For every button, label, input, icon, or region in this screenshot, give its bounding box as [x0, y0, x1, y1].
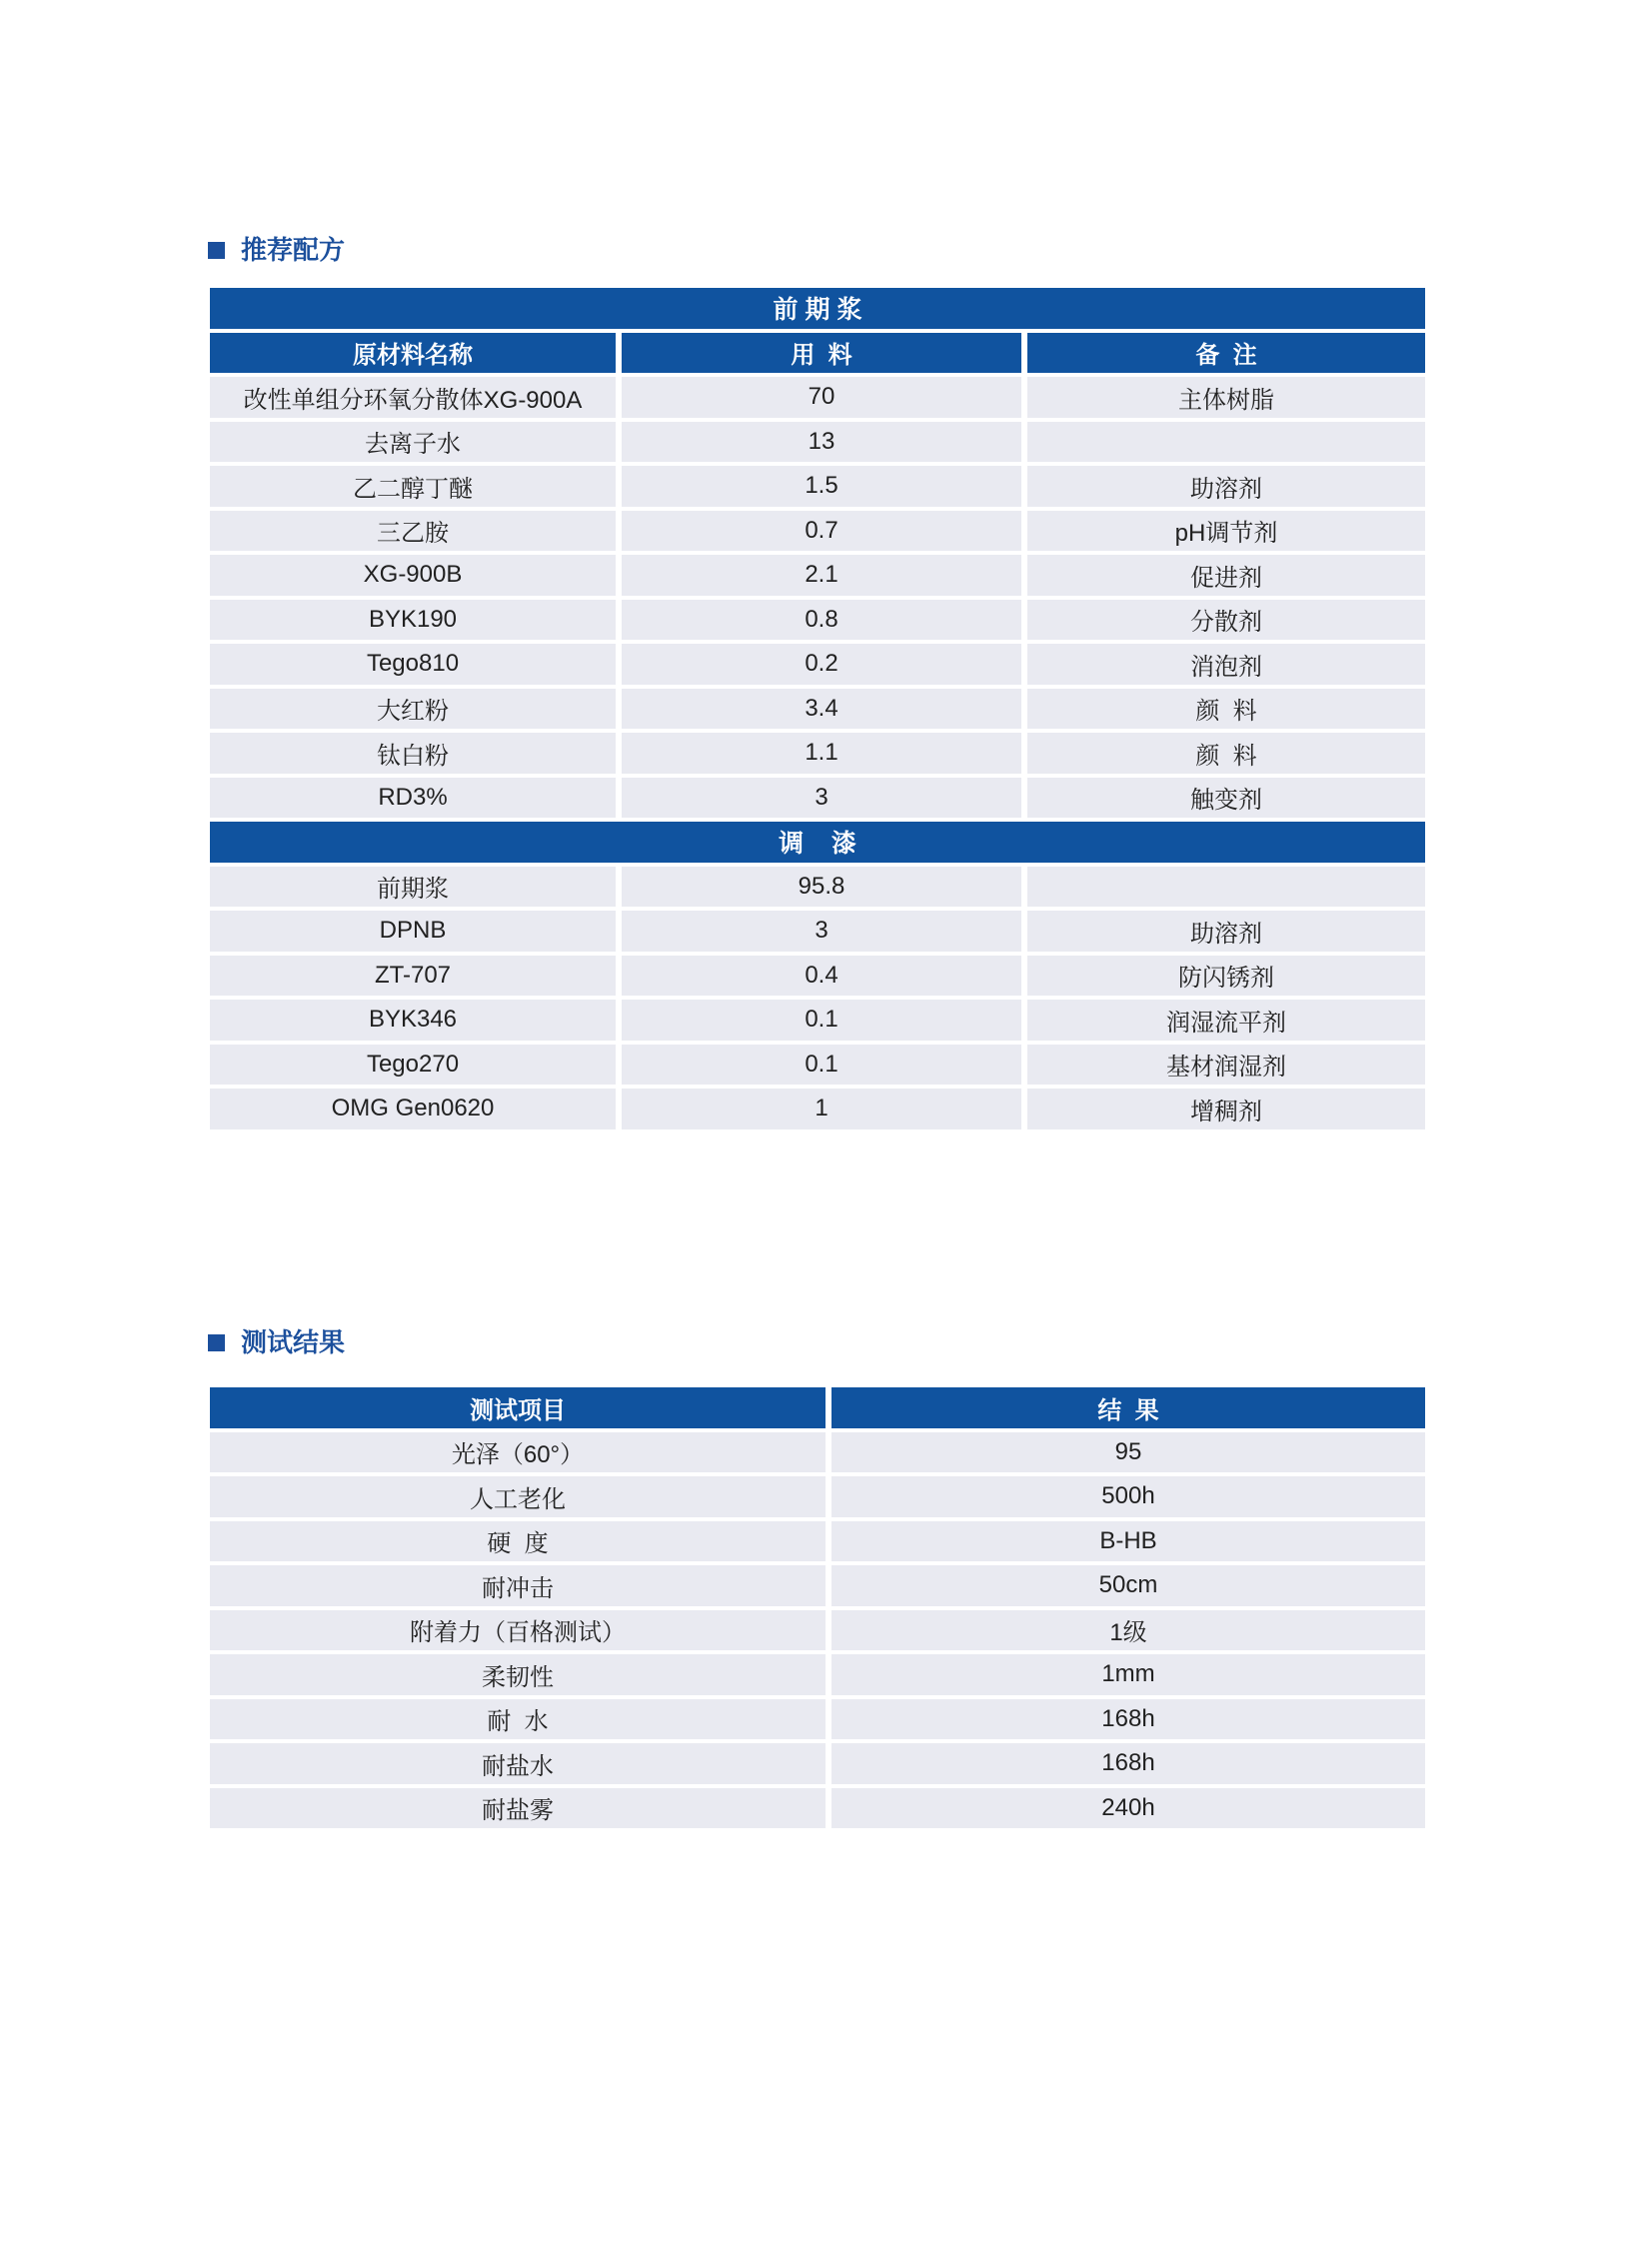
note-cell: 颜 料 — [1027, 689, 1425, 730]
material-name-cell: 钛白粉 — [210, 733, 616, 774]
material-name-cell: 前期浆 — [210, 867, 616, 908]
material-name-cell: 乙二醇丁醚 — [210, 466, 616, 507]
material-name-cell: 三乙胺 — [210, 511, 616, 552]
note-cell: 助溶剂 — [1027, 466, 1425, 507]
table-row — [210, 867, 1425, 908]
table-row — [210, 555, 1425, 596]
table-row — [210, 911, 1425, 952]
test-item-cell: 附着力（百格测试） — [210, 1610, 826, 1651]
test-result-cell: 1mm — [831, 1654, 1425, 1695]
formula-premix-rows — [210, 377, 1425, 818]
formula-table-header-row — [210, 333, 1425, 374]
amount-cell: 70 — [622, 377, 1021, 418]
formula-header-amount: 用 料 — [622, 333, 1021, 374]
test-result-cell: 240h — [831, 1788, 1425, 1829]
note-cell: 触变剂 — [1027, 778, 1425, 819]
test-result-cell: 95 — [831, 1432, 1425, 1473]
material-name-cell: 去离子水 — [210, 422, 616, 463]
amount-cell: 0.7 — [622, 511, 1021, 552]
material-name-cell: OMG Gen0620 — [210, 1089, 616, 1129]
test-result-cell: B-HB — [831, 1521, 1425, 1562]
amount-cell: 1.1 — [622, 733, 1021, 774]
table-row — [210, 778, 1425, 819]
note-cell: 助溶剂 — [1027, 911, 1425, 952]
square-bullet-icon — [208, 242, 225, 259]
table-row — [210, 644, 1425, 685]
material-name-cell: RD3% — [210, 778, 616, 819]
test-item-cell: 柔韧性 — [210, 1654, 826, 1695]
tests-table — [210, 1387, 1425, 1832]
table-row — [210, 1432, 1425, 1473]
note-cell: 主体树脂 — [1027, 377, 1425, 418]
amount-cell: 0.1 — [622, 1045, 1021, 1086]
table-row — [210, 1788, 1425, 1829]
table-row — [210, 1565, 1425, 1606]
table-row — [210, 466, 1425, 507]
test-result-cell: 500h — [831, 1476, 1425, 1517]
formula-header-note: 备 注 — [1027, 333, 1425, 374]
note-cell: 促进剂 — [1027, 555, 1425, 596]
amount-cell: 2.1 — [622, 555, 1021, 596]
material-name-cell: BYK190 — [210, 600, 616, 641]
amount-cell: 0.1 — [622, 1000, 1021, 1041]
note-cell: 增稠剂 — [1027, 1089, 1425, 1129]
table-row — [210, 1521, 1425, 1562]
table-row — [210, 1000, 1425, 1041]
test-item-cell: 耐 水 — [210, 1699, 826, 1740]
test-item-cell: 光泽（60°） — [210, 1432, 826, 1473]
table-row — [210, 1743, 1425, 1784]
formula-band-premix: 前 期 浆 — [210, 288, 1425, 329]
table-row — [210, 511, 1425, 552]
amount-cell: 13 — [622, 422, 1021, 463]
table-row — [210, 1654, 1425, 1695]
test-item-cell: 硬 度 — [210, 1521, 826, 1562]
test-item-cell: 耐冲击 — [210, 1565, 826, 1606]
square-bullet-icon — [208, 1334, 225, 1351]
table-row — [210, 377, 1425, 418]
note-cell: 防闪锈剂 — [1027, 956, 1425, 997]
section-title-formula-text: 推荐配方 — [241, 235, 346, 265]
material-name-cell: Tego270 — [210, 1045, 616, 1086]
material-name-cell: 大红粉 — [210, 689, 616, 730]
table-row — [210, 956, 1425, 997]
amount-cell: 3 — [622, 778, 1021, 819]
note-cell: 颜 料 — [1027, 733, 1425, 774]
material-name-cell: ZT-707 — [210, 956, 616, 997]
amount-cell: 3.4 — [622, 689, 1021, 730]
tests-header-item: 测试项目 — [210, 1387, 826, 1428]
table-row — [210, 1089, 1425, 1129]
section-title-tests — [208, 1329, 345, 1355]
test-item-cell: 人工老化 — [210, 1476, 826, 1517]
formula-table — [210, 288, 1425, 1133]
note-cell: 分散剂 — [1027, 600, 1425, 641]
table-row — [210, 422, 1425, 463]
amount-cell: 0.2 — [622, 644, 1021, 685]
test-result-cell: 1级 — [831, 1610, 1425, 1651]
test-item-cell: 耐盐水 — [210, 1743, 826, 1784]
material-name-cell: BYK346 — [210, 1000, 616, 1041]
material-name-cell: 改性单组分环氧分散体XG-900A — [210, 377, 616, 418]
section-title-formula — [208, 237, 345, 263]
formula-mix-rows — [210, 867, 1425, 1129]
amount-cell: 95.8 — [622, 867, 1021, 908]
tests-table-header-row — [210, 1387, 1425, 1428]
tests-rows — [210, 1432, 1425, 1829]
formula-header-material: 原材料名称 — [210, 333, 616, 374]
section-title-tests-text: 测试结果 — [241, 1327, 346, 1357]
formula-band-mix: 调 漆 — [210, 822, 1425, 863]
note-cell: 基材润湿剂 — [1027, 1045, 1425, 1086]
material-name-cell: DPNB — [210, 911, 616, 952]
test-result-cell: 50cm — [831, 1565, 1425, 1606]
amount-cell: 1.5 — [622, 466, 1021, 507]
table-row — [210, 1045, 1425, 1086]
table-row — [210, 689, 1425, 730]
amount-cell: 1 — [622, 1089, 1021, 1129]
note-cell — [1027, 867, 1425, 908]
table-row — [210, 1610, 1425, 1651]
amount-cell: 0.8 — [622, 600, 1021, 641]
amount-cell: 3 — [622, 911, 1021, 952]
material-name-cell: Tego810 — [210, 644, 616, 685]
test-result-cell: 168h — [831, 1699, 1425, 1740]
test-item-cell: 耐盐雾 — [210, 1788, 826, 1829]
amount-cell: 0.4 — [622, 956, 1021, 997]
note-cell: 消泡剂 — [1027, 644, 1425, 685]
note-cell: 润湿流平剂 — [1027, 1000, 1425, 1041]
table-row — [210, 1699, 1425, 1740]
table-row — [210, 733, 1425, 774]
table-row — [210, 600, 1425, 641]
note-cell: pH调节剂 — [1027, 511, 1425, 552]
material-name-cell: XG-900B — [210, 555, 616, 596]
note-cell — [1027, 422, 1425, 463]
table-row — [210, 1476, 1425, 1517]
tests-header-result: 结 果 — [831, 1387, 1425, 1428]
test-result-cell: 168h — [831, 1743, 1425, 1784]
